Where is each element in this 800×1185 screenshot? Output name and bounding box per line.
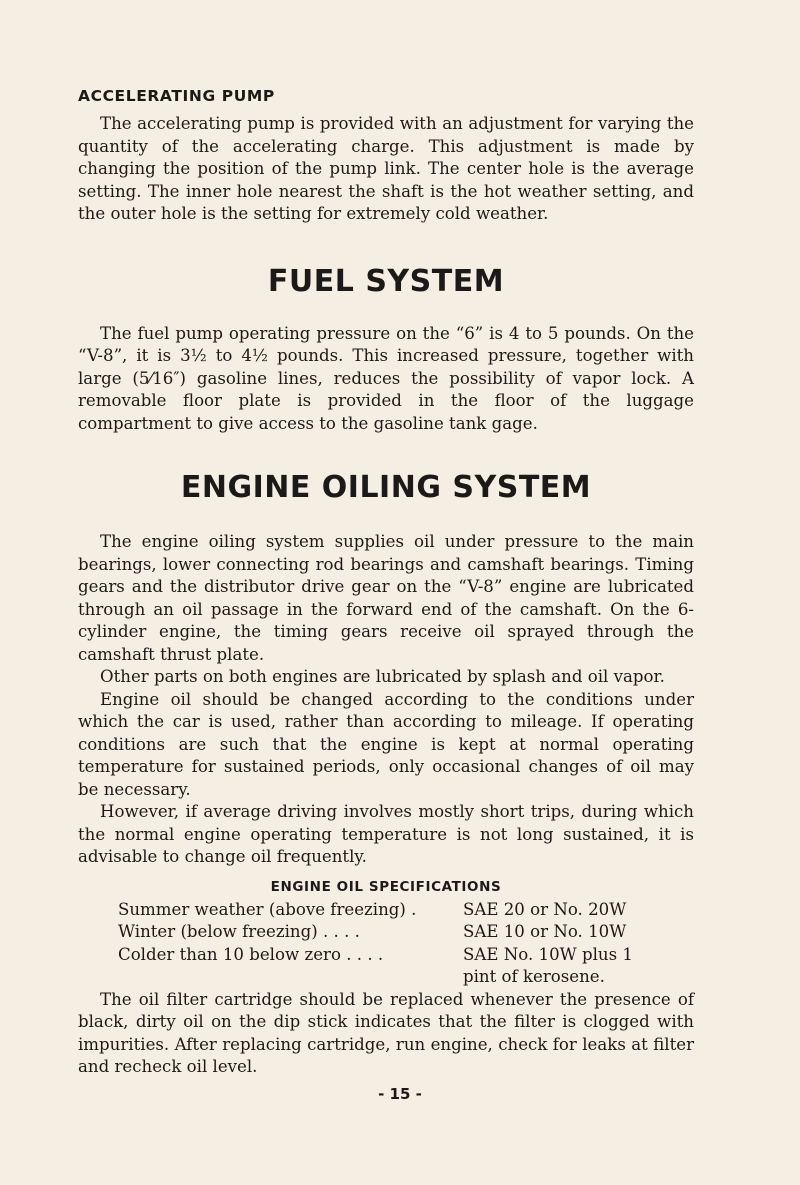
oil-filter-paragraph: The oil filter cartridge should be replaced whenever the presence of black, dirty oil on the dip stick indicates that the filter is clogged with impurities. After replacing cartridge, run engine, check for leaks at filter and recheck oil level. [78, 989, 694, 1076]
oil-spec-condition: Winter (below freezing) . . . . [118, 922, 360, 941]
engine-oiling-heading: ENGINE OILING SYSTEM [180, 470, 592, 505]
oil-spec-value: SAE 20 or No. 20W [463, 899, 627, 919]
oil-specs-title: ENGINE OIL SPECIFICATIONS [270, 878, 502, 895]
oil-spec-condition: Colder than 10 below zero . . . . [118, 944, 384, 964]
oil-spec-condition: Summer weather (above freezing) . [118, 899, 417, 919]
engine-oiling-paragraph-2: Other parts on both engines are lubricated by splash and oil vapor. [100, 667, 665, 686]
fuel-system-paragraph: The fuel pump operating pressure on the “6” is 4 to 5 pounds. On the “V-8”, it is 3½ to 4½ pounds. This increased pressure, together with large (5⁄16″) gasoline lines, reduces the possibility of vapor lock. A removable floor plate is provided in the floor of the luggage compartment to give access to the gasoline tank gage. [78, 323, 694, 433]
oil-spec-row [118, 899, 694, 922]
oil-spec-value: SAE No. 10W plus 1 [463, 944, 633, 964]
engine-oiling-paragraph-4: However, if average driving involves mostly short trips, during which the normal engine operating temperature is not long sustained, it is advisable to change oil frequently. [78, 802, 694, 866]
accelerating-pump-heading: ACCELERATING PUMP [78, 87, 275, 105]
fuel-system-heading: FUEL SYSTEM [267, 263, 505, 299]
engine-oiling-paragraph-3: Engine oil should be changed according to the conditions under which the car is used, rather than according to mileage. If operating conditions are such that the engine is kept at normal operating temperature for sustained periods, only occasional changes of oil may be necessary. [78, 689, 694, 799]
oil-specs-table [118, 899, 694, 989]
oil-spec-row [118, 921, 694, 944]
oil-spec-continuation: pint of kerosene. [463, 967, 605, 986]
page-content [78, 86, 694, 1079]
oil-spec-value: SAE 10 or No. 10W [463, 922, 627, 941]
accelerating-pump-paragraph: The accelerating pump is provided with an adjustment for varying the quantity of the accelerating charge. This adjustment is made by changing the position of the pump link. The center hole is the average setting. The inner hole nearest the shaft is the hot weather setting, and the outer hole is the setting for extremely cold weather. [78, 114, 694, 223]
page-number: - 15 - [378, 1085, 422, 1103]
oil-spec-row [118, 944, 694, 967]
engine-oiling-paragraph-1: The engine oiling system supplies oil under pressure to the main bearings, lower connecting rod bearings and camshaft bearings. Timing gears and the distributor drive gear on the “V-8” engine are lubricated through an oil passage in the forward end of the camshaft. On the 6-cylinder engine, the timing gears receive oil sprayed through the camshaft thrust plate. [78, 532, 694, 664]
